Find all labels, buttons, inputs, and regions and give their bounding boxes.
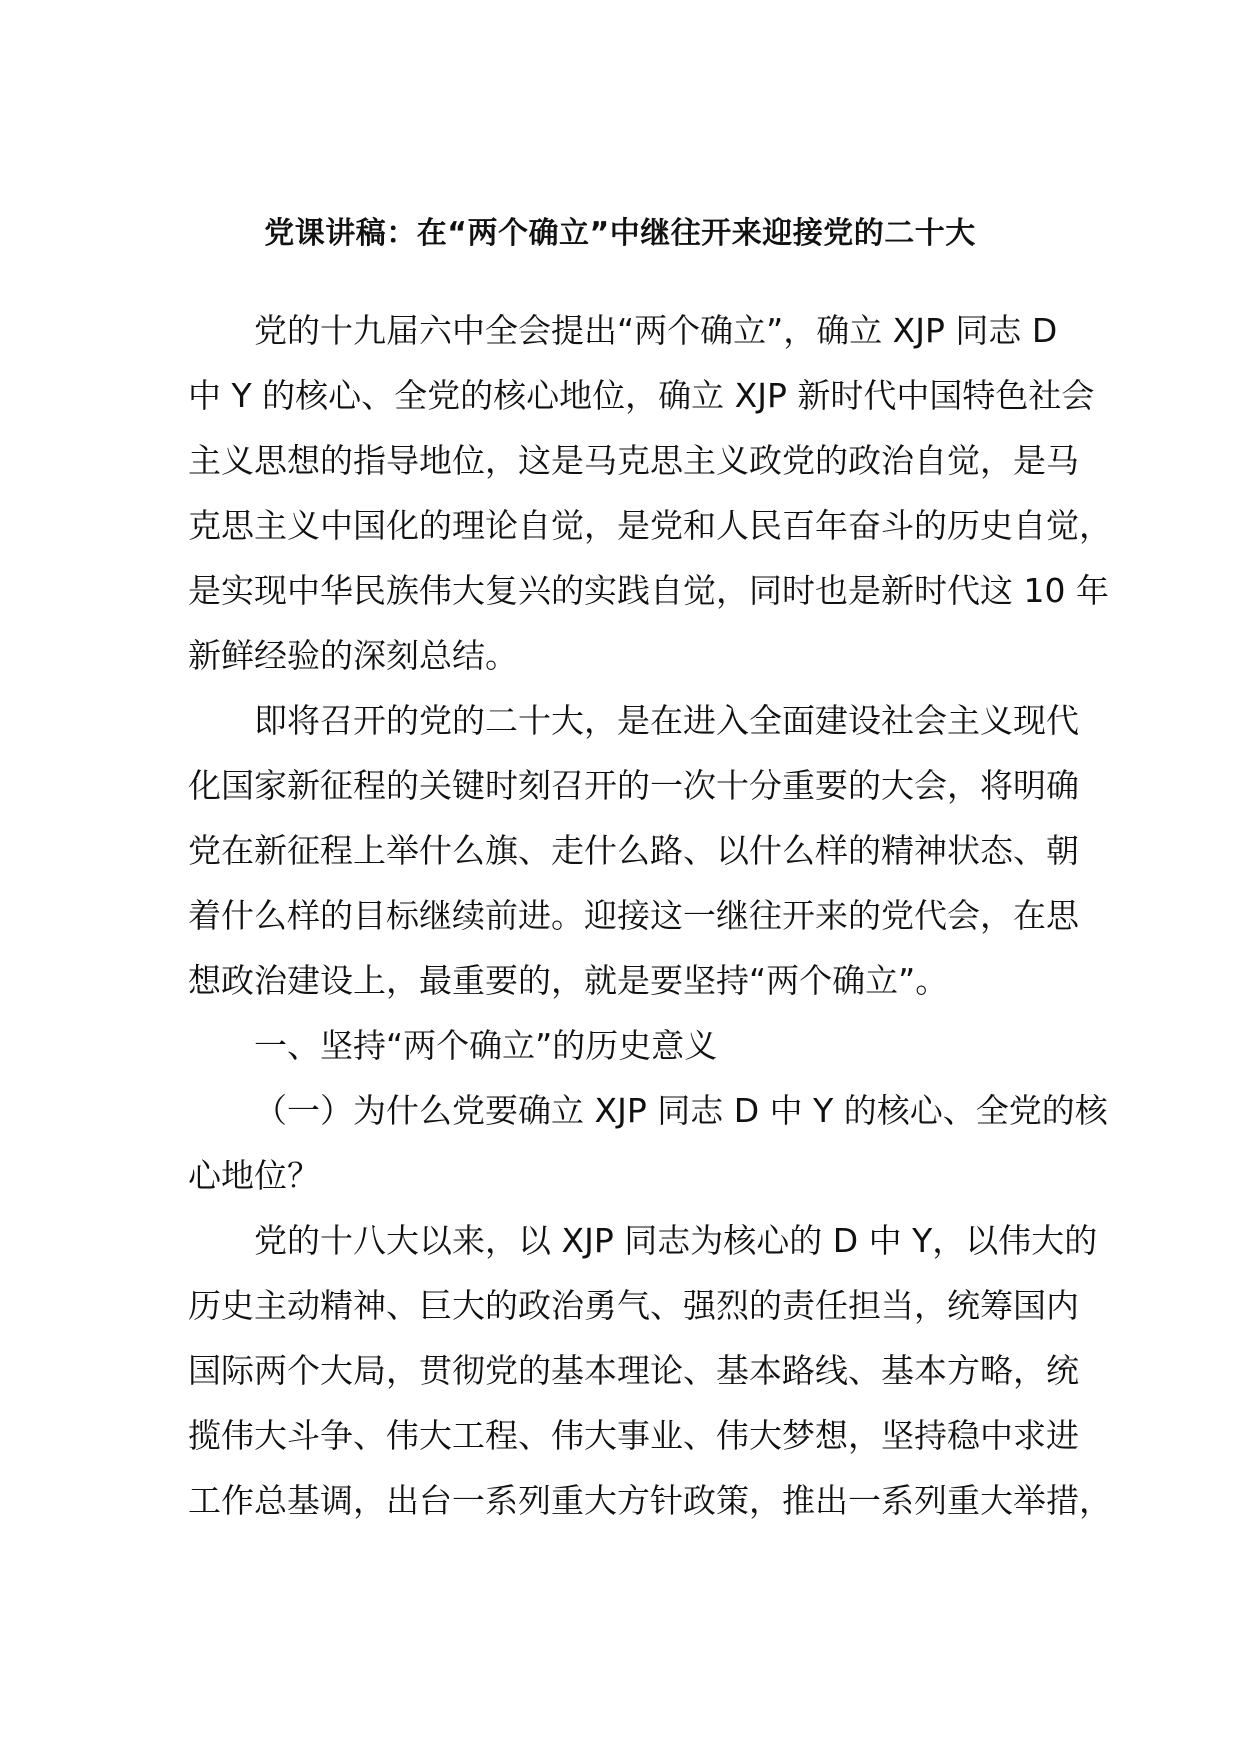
text-line: 即将召开的党的二十大，是在进入全面建设社会主义现代 <box>254 701 1079 740</box>
text-line: 党在新征程上举什么旗、走什么路、以什么样的精神状态、朝 <box>188 831 1079 870</box>
text-line: 心地位？ <box>188 1156 320 1195</box>
text-line: （一）为什么党要确立 XJP 同志 D 中 Y 的核心、全党的核 <box>254 1091 1108 1130</box>
text-line: 历史主动精神、巨大的政治勇气、强烈的责任担当，统筹国内 <box>188 1286 1079 1325</box>
text-line: 主义思想的指导地位，这是马克思主义政党的政治自觉，是马 <box>188 441 1079 480</box>
text-line: 想政治建设上，最重要的，就是要坚持“两个确立”。 <box>188 961 949 1000</box>
document-title: 党课讲稿：在“两个确立”中继往开来迎接党的二十大 <box>264 216 976 251</box>
text-line: 克思主义中国化的理论自觉，是党和人民百年奋斗的历史自觉， <box>188 506 1112 545</box>
text-line: 新鲜经验的深刻总结。 <box>188 636 518 675</box>
text-line: 化国家新征程的关键时刻召开的一次十分重要的大会，将明确 <box>188 766 1079 805</box>
text-line: 国际两个大局，贯彻党的基本理论、基本路线、基本方略，统 <box>188 1351 1079 1390</box>
text-line: 揽伟大斗争、伟大工程、伟大事业、伟大梦想，坚持稳中求进 <box>188 1416 1079 1455</box>
document-body <box>188 298 1112 1533</box>
text-line: 党的十八大以来，以 XJP 同志为核心的 D 中 Y，以伟大的 <box>254 1221 1098 1260</box>
text-line: 一、坚持“两个确立”的历史意义 <box>254 1026 718 1065</box>
text-line: 工作总基调，出台一系列重大方针政策，推出一系列重大举措， <box>188 1481 1112 1520</box>
text-line: 中 Y 的核心、全党的核心地位，确立 XJP 新时代中国特色社会 <box>188 376 1095 415</box>
text-line: 是实现中华民族伟大复兴的实践自觉，同时也是新时代这 10 年 <box>188 571 1109 610</box>
text-line: 党的十九届六中全会提出“两个确立”，确立 XJP 同志 D <box>254 311 1058 350</box>
text-line: 着什么样的目标继续前进。迎接这一继往开来的党代会，在思 <box>188 896 1079 935</box>
